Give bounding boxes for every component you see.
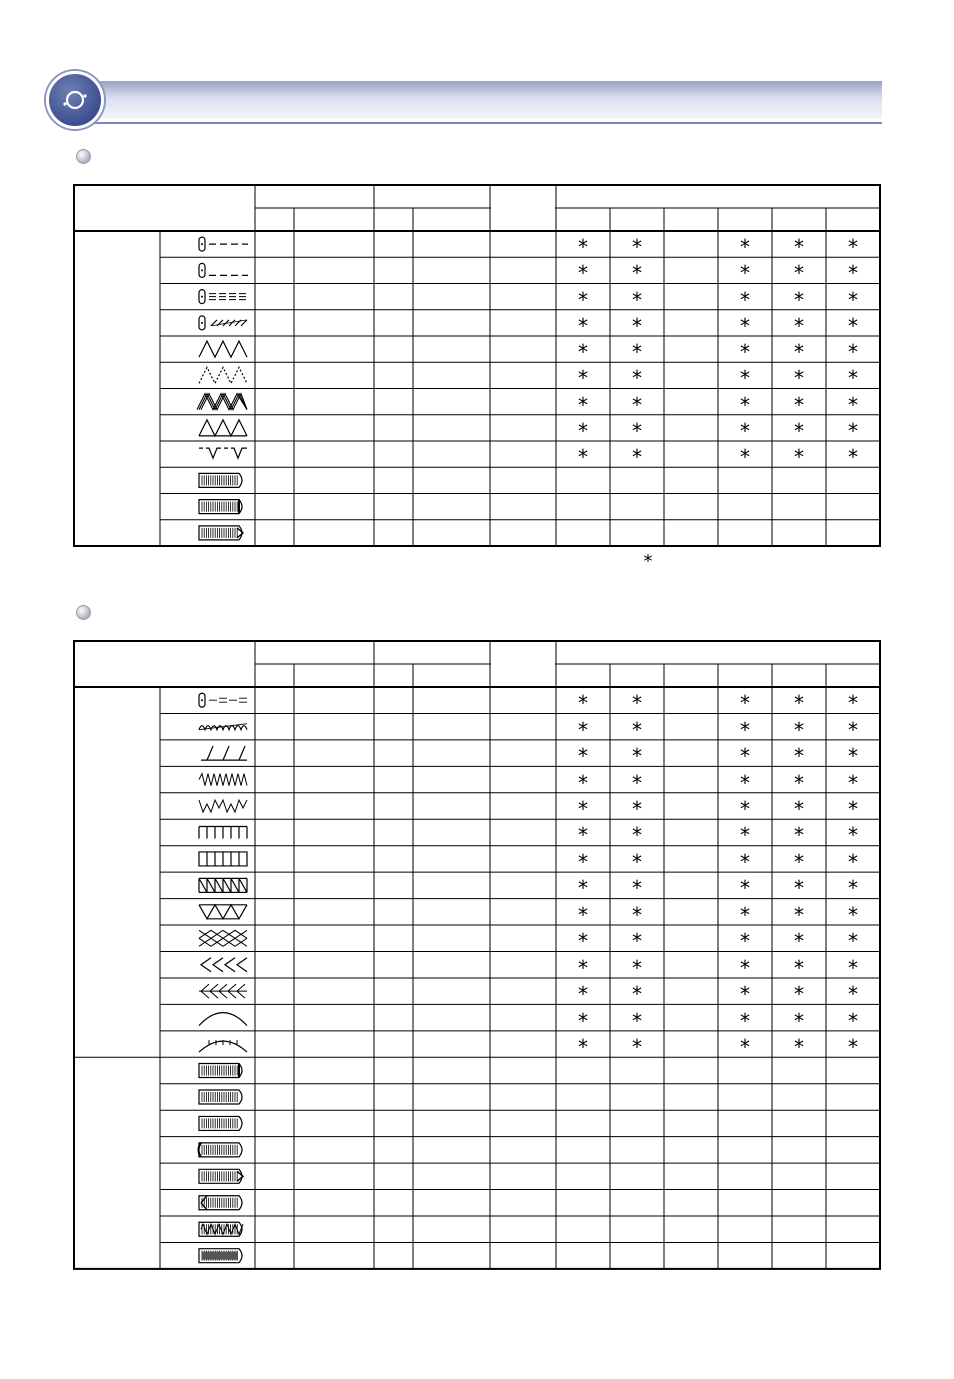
mark: * [794, 770, 804, 795]
mark: * [632, 340, 642, 365]
feather-stitch-icon [201, 958, 247, 972]
mark: * [848, 313, 858, 338]
mark: * [848, 340, 858, 365]
overcasting-stitch-icon [199, 420, 247, 436]
buttonhole-square-icon [199, 1064, 242, 1078]
mark: * [632, 717, 642, 742]
mark: * [578, 340, 588, 365]
mark: * [578, 902, 588, 927]
serpentine-stitch-icon [199, 800, 247, 812]
mark: * [740, 445, 750, 470]
mark: * [632, 982, 642, 1007]
mark: * [848, 744, 858, 769]
mark: * [578, 1008, 588, 1033]
mark: * [794, 902, 804, 927]
mark: * [794, 366, 804, 391]
mark: * [794, 876, 804, 901]
buttonhole-round-icon [199, 473, 242, 487]
mark: * [848, 982, 858, 1007]
mark: * [632, 261, 642, 286]
mark: * [848, 287, 858, 312]
cross-stitch-icon [199, 930, 247, 946]
mark: * [632, 418, 642, 443]
mark: * [794, 717, 804, 742]
mark: * [848, 691, 858, 716]
mark: * [578, 313, 588, 338]
mark: * [632, 902, 642, 927]
mark: * [740, 287, 750, 312]
mark: * [578, 849, 588, 874]
multi-zigzag-stitch-icon [199, 367, 247, 383]
triangle-stitch-icon [199, 905, 247, 919]
mark: * [578, 929, 588, 954]
buttonhole-square-icon [199, 500, 242, 514]
mark: * [848, 1008, 858, 1033]
buttonhole-keyhole-icon [199, 526, 243, 540]
mark: * [632, 797, 642, 822]
herringbone-stitch-icon [199, 984, 247, 998]
mark: * [740, 235, 750, 260]
stem-stitch-icon [199, 316, 247, 330]
mark: * [794, 849, 804, 874]
mark: * [794, 982, 804, 1007]
mark: * [848, 445, 858, 470]
mark: * [578, 876, 588, 901]
buttonhole-double-round-icon [199, 1143, 243, 1157]
mark: * [632, 744, 642, 769]
mark: * [632, 287, 642, 312]
mark: * [848, 717, 858, 742]
mark: * [740, 744, 750, 769]
mark: * [740, 1008, 750, 1033]
mark: * [740, 982, 750, 1007]
mark: * [794, 929, 804, 954]
mark: * [794, 955, 804, 980]
mark: * [578, 955, 588, 980]
mark: * [794, 287, 804, 312]
mark: * [794, 744, 804, 769]
mark: * [632, 876, 642, 901]
mark: * [578, 797, 588, 822]
mark: * [740, 340, 750, 365]
mark: * [848, 261, 858, 286]
mark: * [794, 340, 804, 365]
triple-zigzag-stitch-icon [197, 394, 247, 410]
table-border [74, 641, 880, 1269]
buttonhole-stretch-icon [199, 1222, 243, 1236]
mark: * [794, 261, 804, 286]
mark: * [632, 823, 642, 848]
mark: * [632, 849, 642, 874]
triple-straight-stitch-icon [199, 290, 246, 304]
mark: * [578, 287, 588, 312]
mark: * [740, 392, 750, 417]
mark: * [740, 1035, 750, 1060]
mark: * [578, 445, 588, 470]
mark: * [632, 1008, 642, 1033]
buttonhole-heirloom-icon [199, 1249, 242, 1263]
mark: * [848, 876, 858, 901]
mark: * [578, 717, 588, 742]
merged-header-cell [491, 206, 555, 210]
mark: * [632, 366, 642, 391]
mark: * [578, 744, 588, 769]
mark: * [578, 770, 588, 795]
mark: * [632, 445, 642, 470]
merged-header-cell [491, 662, 555, 666]
buttonhole-round-icon [199, 1090, 242, 1104]
mark: * [632, 313, 642, 338]
mark: * [578, 1035, 588, 1060]
mark: * [794, 797, 804, 822]
mark: * [740, 823, 750, 848]
mark: * [740, 929, 750, 954]
mark: * [794, 1035, 804, 1060]
mark: * [740, 770, 750, 795]
mark: * [740, 691, 750, 716]
mark: * [632, 392, 642, 417]
scallop-stitch-icon [199, 1013, 247, 1026]
mark: * [740, 876, 750, 901]
mark: * [578, 823, 588, 848]
slant-box-stitch-icon [199, 878, 247, 892]
table-border [74, 185, 880, 546]
mark: * [848, 1035, 858, 1060]
zigzag-stitch-icon [199, 341, 247, 357]
mark: * [578, 366, 588, 391]
mark: * [848, 849, 858, 874]
mark: * [578, 235, 588, 260]
mark: * [794, 418, 804, 443]
mark: * [794, 445, 804, 470]
mark: * [848, 235, 858, 260]
mark: * [740, 955, 750, 980]
mark: * [740, 261, 750, 286]
box-stitch-icon [199, 852, 247, 866]
mark: * [794, 691, 804, 716]
mark: * [578, 982, 588, 1007]
mark: * [794, 392, 804, 417]
buttonhole-keyhole-icon [199, 1169, 243, 1183]
mark: * [740, 797, 750, 822]
mark: * [632, 770, 642, 795]
mark: * [848, 955, 858, 980]
mark: * [848, 392, 858, 417]
mark: * [740, 849, 750, 874]
ladder-stitch-icon [199, 826, 247, 838]
scallop-satin-stitch-icon [199, 1040, 247, 1052]
mark: * [848, 366, 858, 391]
mark: * [578, 418, 588, 443]
mark: * [632, 955, 642, 980]
mark: * [794, 1008, 804, 1033]
mark: * [794, 823, 804, 848]
mark: * [578, 691, 588, 716]
mark: * [794, 313, 804, 338]
blind-hem-stitch-icon [199, 448, 247, 458]
elastic-zigzag-stitch-icon [199, 774, 247, 786]
buttonhole-rounded-end-icon [199, 1116, 242, 1130]
mark: * [848, 902, 858, 927]
mark: * [578, 261, 588, 286]
mark: * [632, 1035, 642, 1060]
straight-stitch-center-icon [199, 237, 248, 251]
mark: * [848, 929, 858, 954]
mark: * [848, 823, 858, 848]
mark: * [632, 235, 642, 260]
mark: * [794, 235, 804, 260]
stretch-stitch-icon [199, 724, 247, 730]
mark: * [578, 392, 588, 417]
slant-stitch-icon [201, 746, 247, 760]
mark: * [740, 717, 750, 742]
straight-stitch-left-icon [199, 263, 248, 277]
mark: * [632, 929, 642, 954]
mark: * [740, 418, 750, 443]
footnote-mark: * [643, 551, 653, 572]
mark: * [848, 770, 858, 795]
mark: * [848, 418, 858, 443]
mark: * [740, 902, 750, 927]
buttonhole-keyhole-tapered-icon [199, 1196, 242, 1210]
mark: * [740, 313, 750, 338]
basting-stitch-icon [199, 693, 247, 707]
mark: * [848, 797, 858, 822]
mark: * [632, 691, 642, 716]
mark: * [740, 366, 750, 391]
